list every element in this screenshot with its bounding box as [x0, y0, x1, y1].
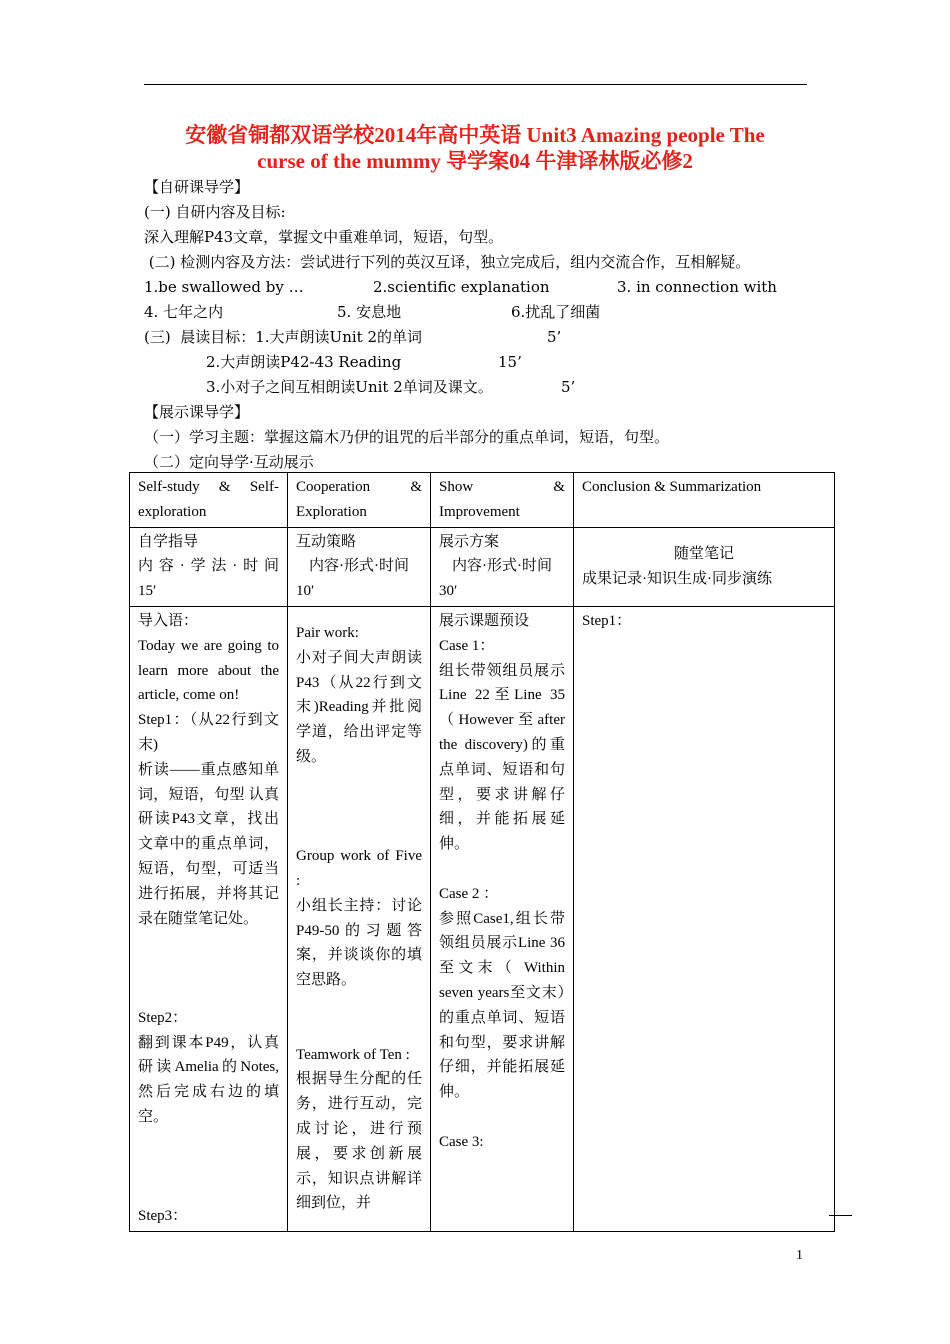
- subheader-notes: 随堂笔记 成果记录·知识生成·同步演练: [574, 527, 835, 606]
- part3-time-1: 5’: [547, 328, 562, 346]
- translation-item-4: 4. 七年之内: [144, 303, 224, 321]
- table-body-row: [130, 606, 835, 1231]
- header-cooperation: Cooperation & Exploration: [288, 473, 431, 528]
- translation-item-1: 1.be swallowed by …: [144, 278, 304, 296]
- case3-label: Case 3:: [439, 1133, 484, 1150]
- teamwork-label: Teamwork of Ten :: [296, 1046, 410, 1063]
- page-number: 1: [796, 1248, 803, 1263]
- document-title: [130, 122, 820, 174]
- case2-text: 参照Case1,组长带领组员展示Line 36至文末（ Within seven years至文末）的重点单词、短语和句型，要求讲解仔细，并能拓展延伸。: [439, 910, 565, 1101]
- step2-text: 翻到课本P49，认真研读Amelia的Notes, 然后完成右边的填空。: [138, 1034, 279, 1125]
- section-heading-self-study: 【自研课导学】: [144, 178, 250, 196]
- group-work-label: Group work of Five :: [296, 848, 422, 889]
- intro-text: Today we are going to learn more about the article, come on!: [138, 637, 279, 704]
- header-self-study: Self-study & Self- exploration: [130, 473, 288, 528]
- step3-label: Step3：: [138, 1208, 188, 1225]
- translation-item-2: 2.scientific explanation: [373, 278, 550, 296]
- self-study-cell: [130, 606, 288, 1231]
- notes-cell: [574, 606, 835, 1231]
- part3-time-3: 5’: [561, 378, 576, 396]
- step2-label: Step2：: [138, 1009, 188, 1026]
- table-subheader-row: [130, 527, 835, 606]
- translation-item-6: 6.扰乱了细菌: [511, 303, 601, 321]
- translation-item-3: 3. in connection with: [617, 278, 777, 296]
- top-rule: [144, 84, 807, 85]
- show-topic: （一）学习主题：掌握这篇木乃伊的诅咒的后半部分的重点单词，短语，句型。: [144, 428, 670, 446]
- show-plan-label: 展示课题预设: [439, 612, 530, 629]
- part2-heading: (二) 检测内容及方法：尝试进行下列的英汉互译，独立完成后，组内交流合作，互相解疑。: [144, 253, 751, 271]
- header-show: Show & Improvement: [431, 473, 574, 528]
- part1-heading: (一) 自研内容及目标:: [144, 203, 286, 221]
- header-conclusion: Conclusion & Summarization: [574, 473, 835, 528]
- subheader-cooperation: 互动策略 内容·形式·时间 10′: [288, 527, 431, 606]
- case1-text: 组长带领组员展示Line 22至Line 35（However至after the discovery)的重点单词、短语和句型，要求讲解仔细，并能拓展延伸。: [439, 662, 565, 853]
- step1-text: 析读——重点感知单词，短语，句型 认真研读P43文章，找出文章中的重点单词，短语，句型，可适当进行拓展，并将其记录在随堂笔记处。: [138, 761, 279, 927]
- part3-item-2: 2.大声朗读P42-43 Reading: [206, 353, 402, 371]
- title-line-2: curse of the mummy 导学案04 牛津译林版必修2: [257, 149, 693, 173]
- subheader-show: 展示方案 内容·形式·时间 30′: [431, 527, 574, 606]
- show-cell: [431, 606, 574, 1231]
- title-line-1: 安徽省铜都双语学校2014年高中英语 Unit3 Amazing people The: [185, 123, 765, 147]
- table-header-row: [130, 473, 835, 528]
- cooperation-cell: [288, 606, 431, 1231]
- part3-item-3: 3.小对子之间互相朗读Unit 2单词及课文。: [206, 378, 493, 396]
- table-tail-rule: [829, 1215, 852, 1216]
- part3-time-2: 15’: [498, 353, 522, 371]
- intro-label: 导入语：: [138, 612, 199, 629]
- translation-item-5: 5. 安息地: [337, 303, 402, 321]
- part1-body: 深入理解P43文章，掌握文中重难单词，短语，句型。: [144, 228, 504, 246]
- case2-label: Case 2 ：: [439, 885, 499, 902]
- pair-work-text: 小对子间大声朗读P43（从22行到文末)Reading并批阅学道，给出评定等级。: [296, 649, 422, 765]
- step1-label: Step1：（从22行到文末): [138, 712, 279, 753]
- case1-label: Case 1：: [439, 637, 495, 654]
- teamwork-text: 根据导生分配的任务，进行互动，完成讨论，进行预展，要求创新展示，知识点讲解详细到位，并: [296, 1071, 422, 1212]
- guide-table: [129, 472, 835, 1232]
- group-work-text: 小组长主持：讨论P49-50的习题答案，并谈谈你的填空思路。: [296, 897, 422, 989]
- section-heading-show: 【展示课导学】: [144, 403, 250, 421]
- pair-work-label: Pair work:: [296, 624, 359, 641]
- show-guide: （二）定向导学·互动展示: [144, 453, 314, 471]
- subheader-self-study: 自学指导 内容·学法·时间 15′: [130, 527, 288, 606]
- notes-step1-label: Step1：: [582, 612, 632, 629]
- part3-heading: (三) 晨读目标：1.大声朗读Unit 2的单词: [144, 328, 422, 346]
